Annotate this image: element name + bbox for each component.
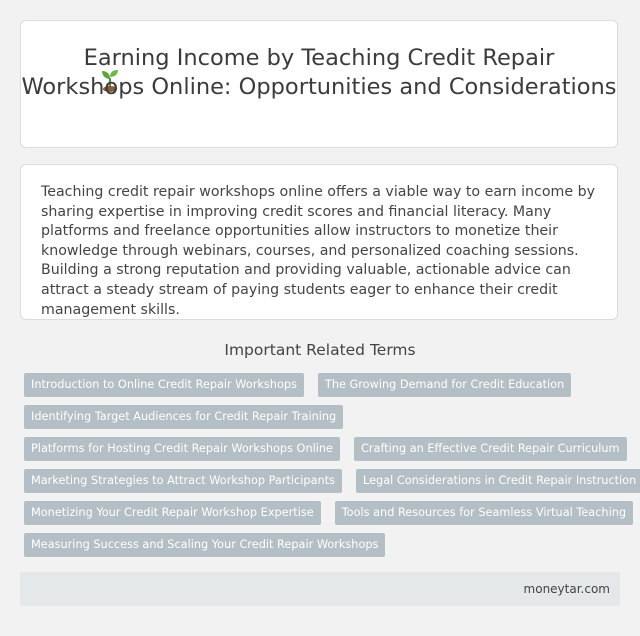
related-term-tag[interactable]: Platforms for Hosting Credit Repair Workshops Online	[24, 437, 340, 461]
related-terms-list	[24, 373, 637, 565]
related-term-tag[interactable]: Tools and Resources for Seamless Virtual Teaching	[335, 501, 633, 525]
related-term-tag[interactable]: Identifying Target Audiences for Credit Repair Training	[24, 405, 343, 429]
related-term-tag[interactable]: Crafting an Effective Credit Repair Curriculum	[354, 437, 627, 461]
related-term-tag[interactable]: Monetizing Your Credit Repair Workshop Expertise	[24, 501, 321, 525]
related-term-tag[interactable]: Measuring Success and Scaling Your Credit Repair Workshops	[24, 533, 385, 557]
related-term-tag[interactable]: Introduction to Online Credit Repair Workshops	[24, 373, 304, 397]
page-title: Earning Income by Teaching Credit Repair Workshops Online: Opportunities and Considerations	[21, 45, 617, 100]
related-terms-heading: Important Related Terms	[224, 341, 416, 359]
related-term-tag[interactable]: Legal Considerations in Credit Repair Instruction	[356, 469, 640, 493]
intro-paragraph: Teaching credit repair workshops online offers a viable way to earn income by sharing expertise in improving credit scores and financial literacy. Many platforms and freelance opportunities allow instructors to monetize their knowledge through webinars, courses, and personalized coaching sessions. Building a strong reputation and providing valuable, actionable advice can attract a steady stream of paying students eager to enhance their credit management skills.	[41, 184, 595, 318]
related-term-tag[interactable]: Marketing Strategies to Attract Workshop Participants	[24, 469, 342, 493]
footer	[20, 572, 620, 606]
footer-site-link[interactable]: moneytar.com	[523, 582, 610, 596]
related-term-tag[interactable]: The Growing Demand for Credit Education	[318, 373, 571, 397]
intro-card	[20, 164, 618, 320]
title-card	[20, 20, 618, 148]
